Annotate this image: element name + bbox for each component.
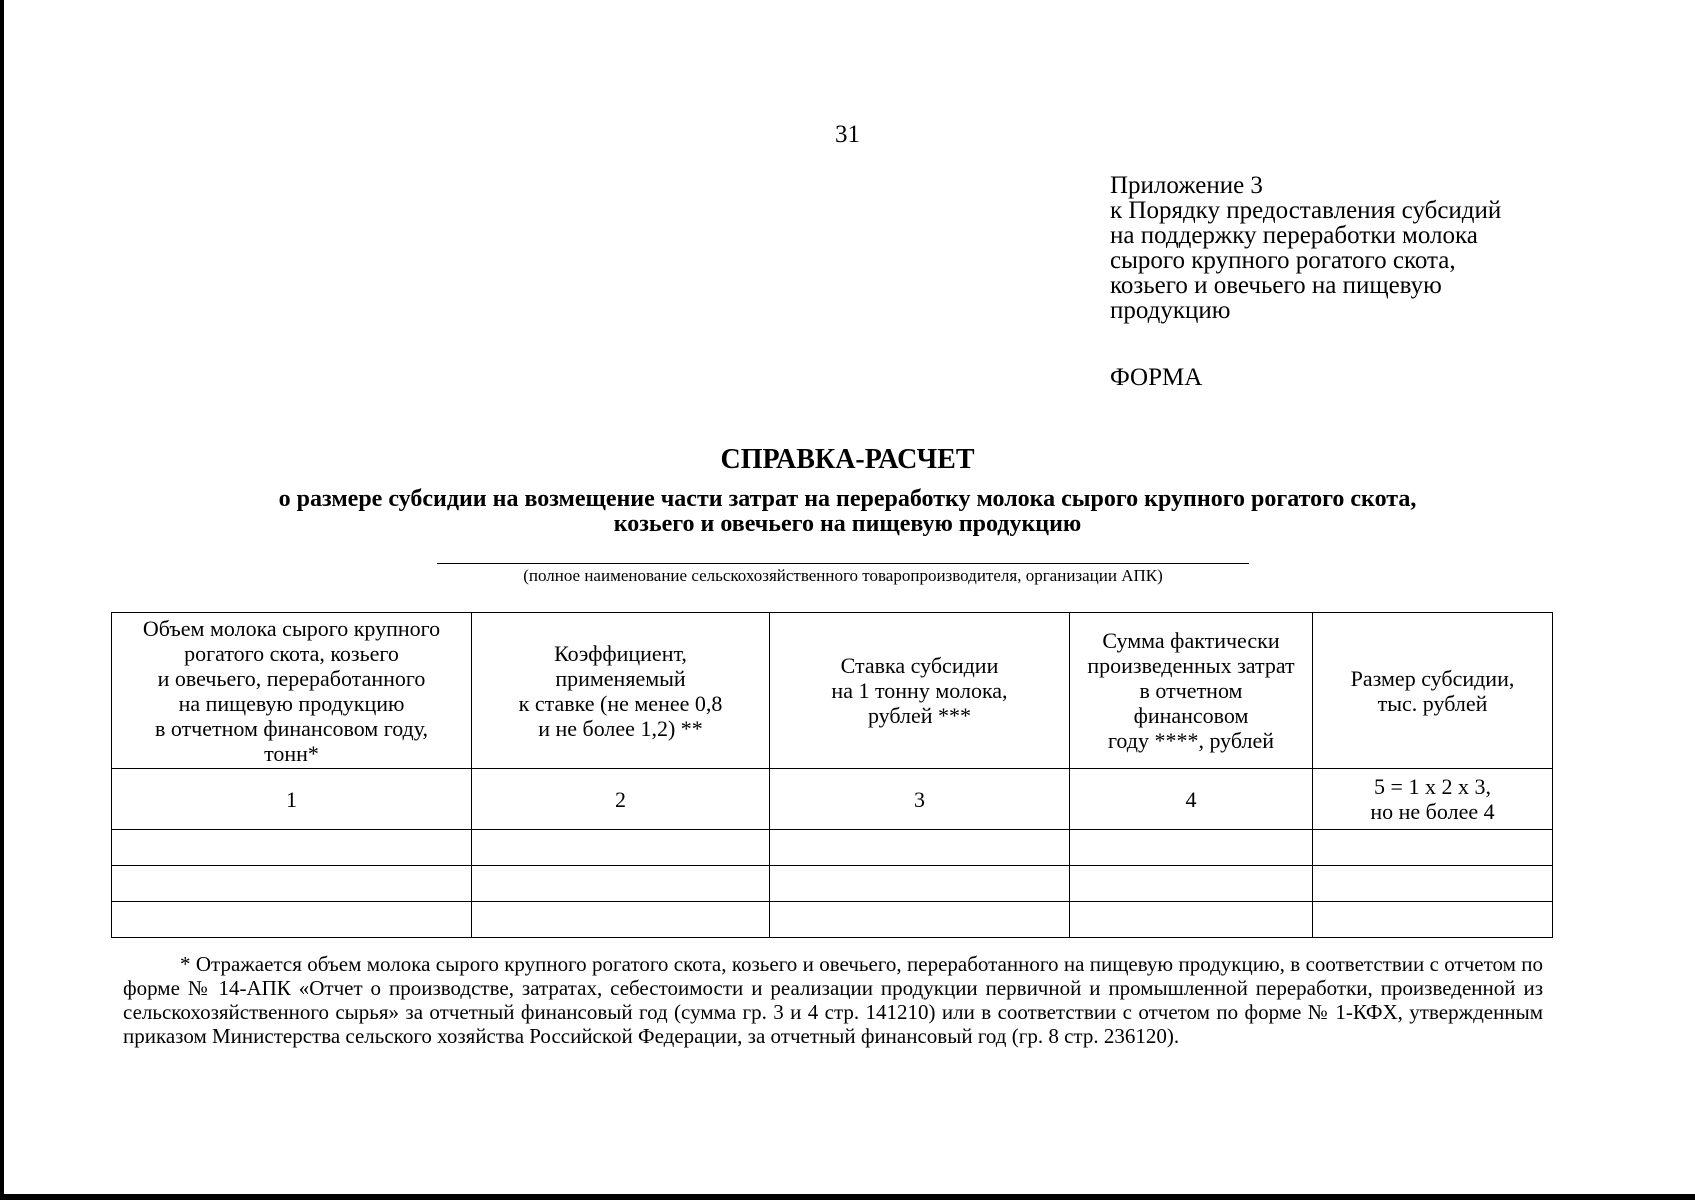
form-label: ФОРМА (1110, 364, 1203, 391)
page-bottom-border (0, 1194, 1695, 1200)
document-subtitle (0, 487, 1695, 537)
header-cell-volume (112, 613, 472, 769)
empty-cell[interactable] (112, 902, 472, 938)
empty-cell[interactable] (112, 830, 472, 866)
header-cell-rate (770, 613, 1070, 769)
column-number-row (112, 769, 1553, 830)
cell-text-line: произведенных затрат (1087, 653, 1295, 678)
calculation-table (111, 612, 1553, 938)
empty-cell[interactable] (770, 830, 1070, 866)
empty-cell[interactable] (1070, 830, 1313, 866)
cell-text-line: году ****, рублей (1107, 728, 1275, 753)
page-left-border (0, 0, 4, 1200)
cell-text-line: и не более 1,2) ** (538, 715, 703, 741)
table-row (112, 866, 1553, 902)
cell-text-line: в отчетном финансовом году, (154, 715, 429, 741)
empty-cell[interactable] (1313, 902, 1553, 938)
organization-name-line (437, 563, 1249, 564)
table-header-row (112, 613, 1553, 769)
annex-line: на поддержку переработки молока (1110, 222, 1478, 249)
cell-text-line: финансовом (1133, 703, 1249, 728)
subtitle-line: козьего и овечьего на пищевую продукцию (613, 511, 1082, 537)
empty-cell[interactable] (472, 830, 770, 866)
footnote-text: * Отражается объем молока сырого крупного рогатого скота, козьего и овечьего, переработанного на пищевую продукцию, в соответствии с отчетом по форме № 14-АПК «Отчет о производстве, затратах, себестоимости и реализации продукции первичной и промышленной переработки, произведенной из сельскохозяйственного сырья» за отчетный финансовый год (сумма гр. 3 и 4 стр. 141210) или в соответствии с отчетом по форме № 1-КФХ, утвержденным приказом Министерства сельского хозяйства Российской Федерации, за отчетный финансовый год (гр. 8 стр. 236120). (123, 952, 1543, 1048)
table-row (112, 902, 1553, 938)
annex-line: Приложение 3 (1110, 172, 1263, 199)
cell-text-line: 3 (914, 786, 925, 812)
header-cell-subsidy (1313, 613, 1553, 769)
cell-text-line: на 1 тонну молока, (831, 678, 1008, 703)
column-number-cell (1070, 769, 1313, 830)
cell-text-line: применяемый (555, 665, 686, 691)
column-number-cell (472, 769, 770, 830)
annex-block (1110, 173, 1501, 323)
subtitle-line: о размере субсидии на возмещение части затрат на переработку молока сырого крупного рогатого скота, (278, 486, 1417, 512)
cell-text-line: на пищевую продукцию (178, 690, 405, 716)
cell-text-line: в отчетном (1139, 678, 1243, 703)
cell-text-line: рублей *** (867, 703, 972, 728)
cell-text-line: Ставка субсидии (840, 653, 999, 678)
empty-cell[interactable] (1313, 830, 1553, 866)
page-number: 31 (835, 121, 860, 148)
empty-cell[interactable] (1313, 866, 1553, 902)
header-cell-coefficient (472, 613, 770, 769)
column-number-cell (112, 769, 472, 830)
empty-cell[interactable] (472, 902, 770, 938)
cell-text-line: 5 = 1 х 2 х 3, (1374, 774, 1491, 799)
table-row (112, 830, 1553, 866)
organization-name-caption: (полное наименование сельскохозяйственного товаропроизводителя, организации АПК) (523, 566, 1163, 585)
cell-text-line: 1 (286, 786, 297, 812)
column-number-cell (1313, 769, 1553, 830)
empty-cell[interactable] (1070, 866, 1313, 902)
cell-text-line: но не более 4 (1370, 799, 1495, 824)
empty-cell[interactable] (770, 902, 1070, 938)
footnote (123, 952, 1543, 1048)
cell-text-line: рогатого скота, козьего (184, 640, 399, 666)
cell-text-line: тыс. рублей (1377, 690, 1488, 716)
cell-text-line: к ставке (не менее 0,8 (518, 690, 723, 716)
cell-text-line: Коэффициент, (554, 640, 687, 666)
header-cell-costs (1070, 613, 1313, 769)
annex-line: к Порядку предоставления субсидий (1110, 197, 1502, 224)
cell-text-line: Объем молока сырого крупного (142, 615, 441, 641)
annex-line: продукцию (1110, 297, 1231, 324)
cell-text-line: 4 (1185, 786, 1197, 812)
empty-cell[interactable] (770, 866, 1070, 902)
annex-line: сырого крупного рогатого скота, (1110, 247, 1456, 274)
empty-cell[interactable] (112, 866, 472, 902)
cell-text-line: и овечьего, переработанного (157, 665, 426, 691)
cell-text-line: Сумма фактически (1102, 628, 1280, 653)
annex-line: козьего и овечьего на пищевую (1110, 272, 1442, 299)
empty-cell[interactable] (472, 866, 770, 902)
cell-text-line: 2 (615, 786, 626, 812)
document-title: СПРАВКА-РАСЧЕТ (720, 444, 975, 475)
column-number-cell (770, 769, 1070, 830)
cell-text-line: Размер субсидии, (1350, 665, 1515, 691)
empty-cell[interactable] (1070, 902, 1313, 938)
cell-text-line: тонн* (264, 740, 319, 766)
